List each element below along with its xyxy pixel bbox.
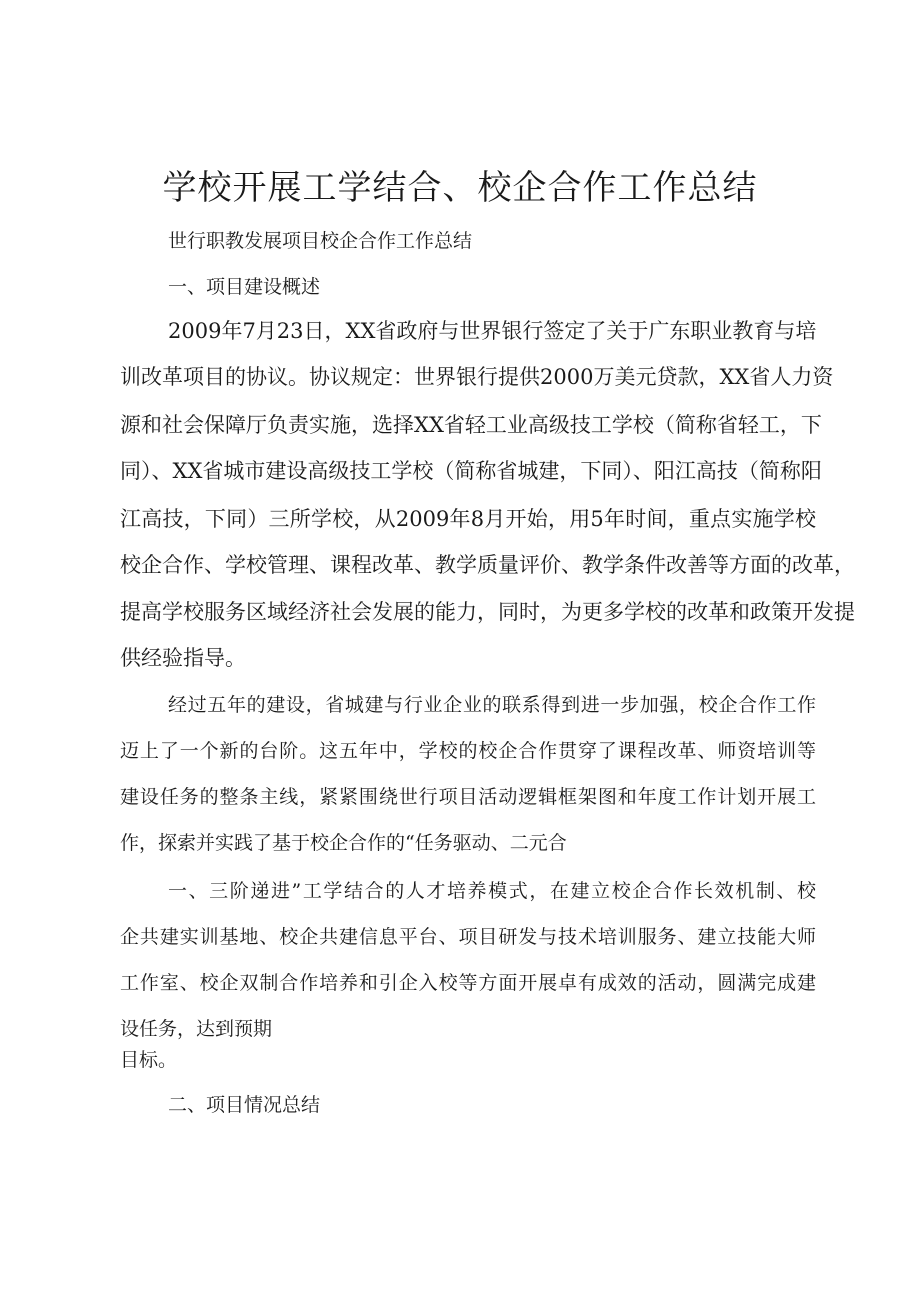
paragraph-line: 建设任务的整条主线，紧紧围绕世行项目活动逻辑框架图和年度工作计划开展工 <box>120 786 816 808</box>
paragraph-line: 工作室、校企双制合作培养和引企入校等方面开展卓有成效的活动，圆满完成建 <box>120 972 816 994</box>
paragraph-line: 作，探索并实践了基于校企合作的“任务驱动、二元合 <box>120 832 567 854</box>
section-heading-overview: 一、项目建设概述 <box>168 276 321 298</box>
paragraph-line: 设任务，达到预期 <box>120 1018 273 1040</box>
paragraph-line: 训改革项目的协议。协议规定：世界银行提供2000万美元贷款，XX省人力资 <box>120 365 834 389</box>
paragraph-line: 企共建实训基地、校企共建信息平台、项目研发与技术培训服务、建立技能大师 <box>120 926 816 948</box>
paragraph-line: 2009年7月23日，XX省政府与世界银行签定了关于广东职业教育与培 <box>168 319 817 343</box>
section-heading-summary: 二、项目情况总结 <box>168 1094 321 1116</box>
paragraph-line: 江高技，下同）三所学校，从2009年8月开始，用5年时间，重点实施学校 <box>120 507 816 531</box>
document-title: 学校开展工学结合、校企合作工作总结 <box>162 168 758 208</box>
paragraph-line: 迈上了一个新的台阶。这五年中，学校的校企合作贯穿了课程改革、师资培训等 <box>120 740 816 762</box>
paragraph-line: 供经验指导。 <box>120 646 246 670</box>
document-subtitle: 世行职教发展项目校企合作工作总结 <box>168 230 473 252</box>
paragraph-line: 同）、XX省城市建设高级技工学校（简称省城建，下同）、阳江高技（简称阳 <box>120 459 822 483</box>
paragraph-line: 经过五年的建设，省城建与行业企业的联系得到进一步加强，校企合作工作 <box>168 694 816 716</box>
paragraph-line: 目标。 <box>120 1049 178 1071</box>
paragraph-line: 源和社会保障厅负责实施，选择XX省轻工业高级技工学校（简称省轻工，下 <box>120 413 822 437</box>
paragraph-line: 一、三阶递进”工学结合的人才培养模式，在建立校企合作长效机制、校 <box>168 880 816 902</box>
paragraph-line: 校企合作、学校管理、课程改革、教学质量评价、教学条件改善等方面的改革， <box>120 553 855 577</box>
paragraph-line: 提高学校服务区域经济社会发展的能力，同时，为更多学校的改革和政策开发提 <box>120 600 855 624</box>
